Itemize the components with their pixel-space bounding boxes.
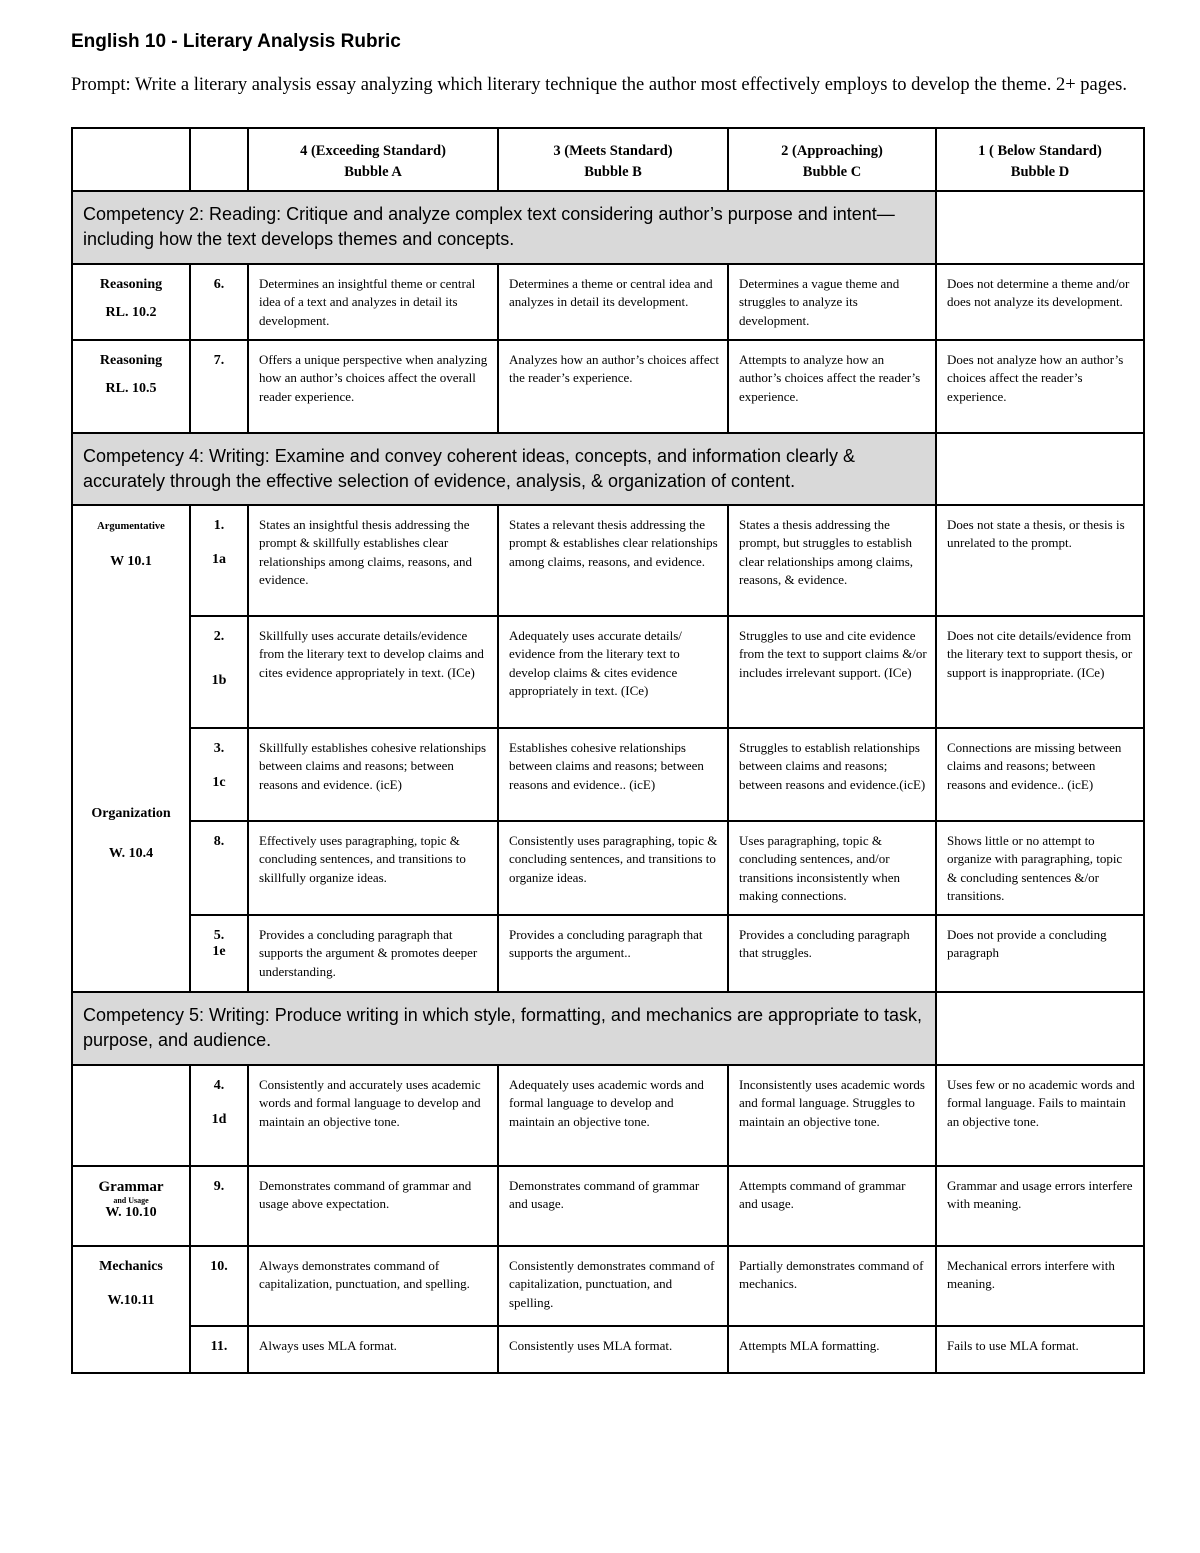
criteria-cell: States a thesis addressing the prompt, but struggles to establish clear relationships among claims, reasons, & evidence.: [728, 505, 936, 616]
table-row: [72, 1246, 1144, 1326]
table-row: [72, 616, 1144, 728]
standard-label: Reasoning RL. 10.2: [72, 264, 190, 340]
criteria-cell: Provides a concluding paragraph that struggles.: [728, 915, 936, 992]
criteria-cell: Fails to use MLA format.: [936, 1326, 1144, 1373]
table-row: [72, 1326, 1144, 1373]
criteria-cell: Always uses MLA format.: [248, 1326, 498, 1373]
item-number: 10.: [190, 1246, 248, 1326]
item-number: 9.: [190, 1166, 248, 1246]
item-number: 5. 1e: [190, 915, 248, 992]
criteria-cell: Attempts command of grammar and usage.: [728, 1166, 936, 1246]
item-number: 6.: [190, 264, 248, 340]
criteria-cell: Determines a vague theme and struggles to analyze its development.: [728, 264, 936, 340]
criteria-cell: Provides a concluding paragraph that supports the argument & promotes deeper understanding.: [248, 915, 498, 992]
competency-5-heading: Competency 5: Writing: Produce writing in which style, formatting, and mechanics are appropriate to task, purpose, and audience.: [72, 992, 936, 1065]
criteria-cell: Attempts to analyze how an author’s choices affect the reader’s experience.: [728, 340, 936, 433]
criteria-cell: Provides a concluding paragraph that supports the argument..: [498, 915, 728, 992]
header-empty-cell: [190, 128, 248, 191]
standard-label: Mechanics W.10.11: [72, 1246, 190, 1373]
criteria-cell: Connections are missing between claims and reasons; between reasons and evidence.. (icE): [936, 728, 1144, 821]
criteria-cell: Does not determine a theme and/or does not analyze its development.: [936, 264, 1144, 340]
criteria-cell: Partially demonstrates command of mechanics.: [728, 1246, 936, 1326]
table-row: [72, 915, 1144, 992]
competency-row: [72, 992, 1144, 1065]
criteria-cell: Adequately uses academic words and formal language to develop and maintain an objective tone.: [498, 1065, 728, 1166]
competency-row: [72, 433, 1144, 505]
criteria-cell: Consistently uses paragraphing, topic & concluding sentences, and transitions to organize ideas.: [498, 821, 728, 915]
table-row: [72, 821, 1144, 915]
criteria-cell: Offers a unique perspective when analyzing how an author’s choices affect the overall reader experience.: [248, 340, 498, 433]
table-row: [72, 1166, 1144, 1246]
criteria-cell: Analyzes how an author’s choices affect the reader’s experience.: [498, 340, 728, 433]
criteria-cell: Uses few or no academic words and formal language. Fails to maintain an objective tone.: [936, 1065, 1144, 1166]
table-row: [72, 1065, 1144, 1166]
criteria-cell: Mechanical errors interfere with meaning.: [936, 1246, 1144, 1326]
item-number: 3. 1c: [190, 728, 248, 821]
criteria-cell: Determines an insightful theme or central idea of a text and analyzes in detail its development.: [248, 264, 498, 340]
criteria-cell: States an insightful thesis addressing the prompt & skillfully establishes clear relationships among claims, reasons, and evidence.: [248, 505, 498, 616]
competency-2-heading: Competency 2: Reading: Critique and analyze complex text considering author’s purpose and intent—including how the text develops themes and concepts.: [72, 191, 936, 264]
competency-4-heading: Competency 4: Writing: Examine and convey coherent ideas, concepts, and information clearly & accurately through the effective selection of evidence, analysis, & organization of content.: [72, 433, 936, 505]
criteria-cell: Attempts MLA formatting.: [728, 1326, 936, 1373]
criteria-cell: Shows little or no attempt to organize with paragraphing, topic & concluding sentences &/or transitions.: [936, 821, 1144, 915]
item-number: 11.: [190, 1326, 248, 1373]
criteria-cell: Does not provide a concluding paragraph: [936, 915, 1144, 992]
rubric-table: [71, 127, 1145, 1374]
criteria-cell: Demonstrates command of grammar and usage above expectation.: [248, 1166, 498, 1246]
criteria-cell: Does not analyze how an author’s choices affect the reader’s experience.: [936, 340, 1144, 433]
header-row: [72, 128, 1144, 191]
header-level-3: 3 (Meets Standard) Bubble B: [498, 128, 728, 191]
item-number: 2. 1b: [190, 616, 248, 728]
empty-label-cell: [72, 1065, 190, 1166]
header-empty-cell: [72, 128, 190, 191]
criteria-cell: Consistently demonstrates command of capitalization, punctuation, and spelling.: [498, 1246, 728, 1326]
criteria-cell: Demonstrates command of grammar and usage.: [498, 1166, 728, 1246]
item-number: 8.: [190, 821, 248, 915]
item-number: 7.: [190, 340, 248, 433]
item-number: 1. 1a: [190, 505, 248, 616]
criteria-cell: Struggles to establish relationships between claims and reasons; between reasons and evidence.(icE): [728, 728, 936, 821]
table-row: [72, 340, 1144, 433]
criteria-cell: Adequately uses accurate details/ evidence from the literary text to develop claims & cites evidence appropriately in text. (ICe): [498, 616, 728, 728]
item-number: 4. 1d: [190, 1065, 248, 1166]
table-row: [72, 728, 1144, 821]
criteria-cell: Inconsistently uses academic words and formal language. Struggles to maintain an objective tone.: [728, 1065, 936, 1166]
writing-standards-label: Argumentative W 10.1 Organization W. 10.4: [72, 505, 190, 992]
header-level-4: 4 (Exceeding Standard) Bubble A: [248, 128, 498, 191]
criteria-cell: Grammar and usage errors interfere with meaning.: [936, 1166, 1144, 1246]
criteria-cell: Consistently and accurately uses academic words and formal language to develop and maintain an objective tone.: [248, 1065, 498, 1166]
criteria-cell: States a relevant thesis addressing the prompt & establishes clear relationships among claims, reasons, and evidence.: [498, 505, 728, 616]
criteria-cell: Skillfully establishes cohesive relationships between claims and reasons; between reasons and evidence. (icE): [248, 728, 498, 821]
criteria-cell: Always demonstrates command of capitalization, punctuation, and spelling.: [248, 1246, 498, 1326]
standard-label: Grammar and Usage W. 10.10: [72, 1166, 190, 1246]
table-row: [72, 264, 1144, 340]
criteria-cell: Effectively uses paragraphing, topic & concluding sentences, and transitions to skillfully organize ideas.: [248, 821, 498, 915]
table-row: [72, 505, 1144, 616]
criteria-cell: Uses paragraphing, topic & concluding sentences, and/or transitions inconsistently when making connections.: [728, 821, 936, 915]
criteria-cell: Skillfully uses accurate details/evidence from the literary text to develop claims and cites evidence appropriately in text. (ICe): [248, 616, 498, 728]
header-level-2: 2 (Approaching) Bubble C: [728, 128, 936, 191]
criteria-cell: Determines a theme or central idea and analyzes in detail its development.: [498, 264, 728, 340]
criteria-cell: Establishes cohesive relationships between claims and reasons; between reasons and evidence.. (icE): [498, 728, 728, 821]
competency-row: [72, 191, 1144, 264]
criteria-cell: Struggles to use and cite evidence from the text to support claims &/or includes irrelevant support. (ICe): [728, 616, 936, 728]
criteria-cell: Does not state a thesis, or thesis is unrelated to the prompt.: [936, 505, 1144, 616]
document-title: English 10 - Literary Analysis Rubric: [71, 31, 401, 52]
prompt-text: Prompt: Write a literary analysis essay analyzing which literary technique the author most effectively employs to develop the theme. 2+ pages.: [71, 75, 1127, 95]
standard-label: Reasoning RL. 10.5: [72, 340, 190, 433]
criteria-cell: Does not cite details/evidence from the literary text to support thesis, or support is inappropriate. (ICe): [936, 616, 1144, 728]
criteria-cell: Consistently uses MLA format.: [498, 1326, 728, 1373]
header-level-1: 1 ( Below Standard) Bubble D: [936, 128, 1144, 191]
